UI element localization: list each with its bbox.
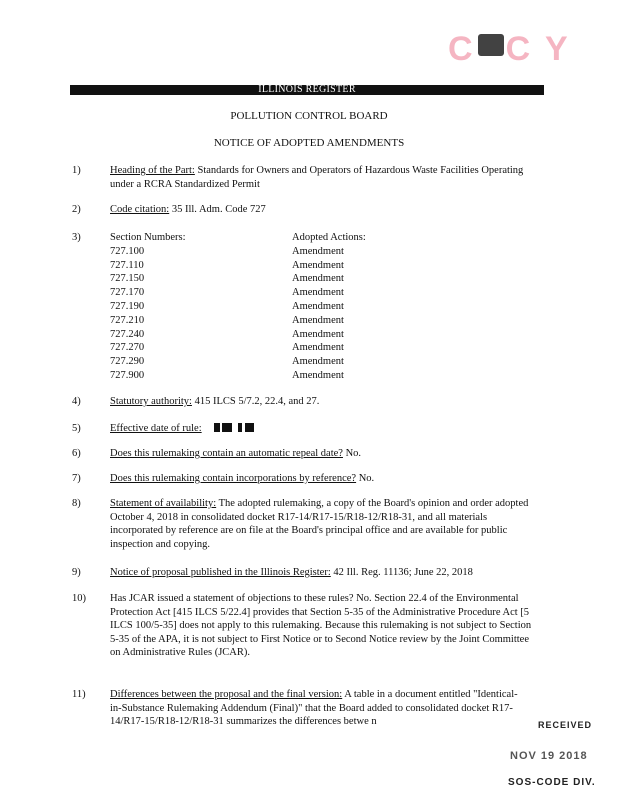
adopted-action: Amendment [292,356,344,368]
item-7-number: 7) [72,473,81,484]
adopted-action: Amendment [292,300,344,312]
item-4-number: 4) [72,396,81,407]
item-9-label: Notice of proposal published in the Illinois Register: [110,567,331,578]
item-6-label: Does this rulemaking contain an automatic repeal date? [110,448,343,459]
section-number: 727.210 [110,314,145,326]
table-row [0,272,618,286]
item-5-text [110,422,540,436]
item-4-text [110,395,540,409]
adopted-actions-header: Adopted Actions: [292,232,366,243]
section-number: 727.110 [110,259,144,271]
item-1-number: 1) [72,165,81,176]
item-5-number: 5) [72,423,81,434]
item-6-text [110,447,540,461]
register-banner [70,85,544,95]
received-stamp-office: SOS-CODE DIV. [508,777,596,788]
register-title: ILLINOIS REGISTER [258,84,356,95]
item-8-value: The adopted rulemaking, a copy of the Board's opinion and order adopted October 4, 2018 in consolidated docket R17-14/R17-15/R18-12/R18-31, and all materials incorporated by reference are on file at the Board's principal office and are available for public inspection and copying. [110,498,529,550]
section-number: 727.270 [110,342,145,354]
item-10-text: Has JCAR issued a statement of objections to these rules? No. Section 22.4 of the Environmental Protection Act [415 ILCS 5/22.4] provides that Section 5-35 of the Administrative Procedure Act [5 ILCS 100/5-35] does not apply to this rulemaking. Because this rulemaking is not subject to Section 5-35 of the APA, it is not subject to First Notice or to Second Notice review by the Joint Committee on Administrative Rules (JCAR). [110,593,532,659]
table-row [0,328,618,342]
table-row [0,245,618,259]
adopted-action: Amendment [292,342,344,354]
adopted-action: Amendment [292,259,344,271]
table-row [0,341,618,355]
adopted-action: Amendment [292,314,344,326]
item-5-label: Effective date of rule: [110,423,202,434]
adopted-action: Amendment [292,328,344,340]
item-2-label: Code citation: [110,204,170,215]
item-1-label: Heading of the Part: [110,165,195,176]
sections-table [0,231,618,383]
item-9-number: 9) [72,567,81,578]
item-6-number: 6) [72,448,81,459]
board-title: POLLUTION CONTROL BOARD [230,110,388,122]
copy-stamp-redaction [478,34,504,56]
adopted-action: Amendment [292,369,344,381]
adopted-action: Amendment [292,273,344,285]
table-row [0,355,618,369]
adopted-action: Amendment [292,245,344,257]
adopted-action: Amendment [292,287,344,299]
item-7-text [110,472,540,486]
section-number: 727.240 [110,328,145,340]
item-4-value: 415 ILCS 5/7.2, 22.4, and 27. [194,396,320,407]
item-2-number: 2) [72,204,81,215]
table-row [0,300,618,314]
section-number: 727.100 [110,245,145,257]
item-8-text [110,497,540,551]
item-11-number: 11) [72,689,86,700]
item-11-label: Differences between the proposal and the final version: [110,689,343,700]
item-11-value: A table in a document entitled "Identical-in-Substance Rulemaking Addendum (Final)" that the Board added to consolidated docket R17-14/R17-15/R18-12/R18-31 summarizes the differences betwe n [110,689,518,728]
notice-title: NOTICE OF ADOPTED AMENDMENTS [213,137,405,149]
item-2-text [110,203,540,217]
received-stamp-date: NOV 19 2018 [510,750,588,762]
item-11-text [110,688,528,729]
item-2-value: 35 Ill. Adm. Code 727 [171,204,266,215]
item-10-number: 10) [72,593,86,604]
item-1-value: Standards for Owners and Operators of Hazardous Waste Facilities Operating under a RCRA Standardized Permit [110,165,524,190]
table-row [0,286,618,300]
sections-header-row [0,231,618,245]
item-9-value: 42 Ill. Reg. 11136; June 22, 2018 [333,567,473,578]
section-number: 727.900 [110,369,145,381]
received-stamp-label: RECEIVED [538,720,593,730]
item-9-text [110,566,540,580]
item-7-value: No. [358,473,375,484]
table-row [0,259,618,273]
copy-stamp: C C Y [448,30,571,68]
copy-stamp-text: C Y [505,30,571,68]
item-8-label: Statement of availability: [110,498,217,509]
table-row [0,369,618,383]
item-6-value: No. [345,448,362,459]
section-number: 727.290 [110,356,145,368]
item-3-number: 3) [72,232,81,243]
section-number: 727.170 [110,287,145,299]
table-row [0,314,618,328]
section-number: 727.150 [110,273,145,285]
section-numbers-header: Section Numbers: [110,232,186,243]
item-1-text [110,164,540,191]
effective-date-redaction [212,422,262,433]
item-8-number: 8) [72,498,81,509]
item-7-label: Does this rulemaking contain incorporations by reference? [110,473,357,484]
item-4-label: Statutory authority: [110,396,192,407]
section-number: 727.190 [110,300,145,312]
